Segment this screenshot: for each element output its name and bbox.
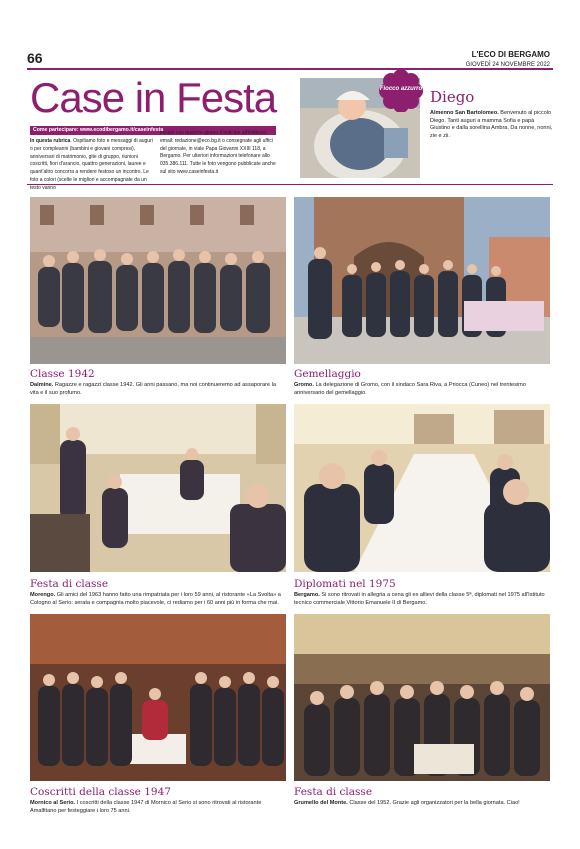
photo-gemellaggio [294,197,550,364]
caption-body: I coscritti della classe 1947 di Mornico al Serio si sono ritrovati al ristorante Amalfitano per festeggiare i loro 75 anni. [30,800,262,814]
howto-banner: Come partecipare: www.ecodibergamo.it/caseinfesta [30,126,276,135]
photo-diplomati-1975 [294,404,550,572]
photo-festa-grumello [294,614,550,781]
badge-label: Fiocco azzurro [379,86,423,92]
caption-place: Bergamo. [294,592,320,598]
caption-body: Ragazze e ragazzi classe 1942. Gli anni passano, ma noi continueremo ad assaporare la vita e il suo profumo. [30,382,276,396]
caption-title-diplomati-1975: Diplomati nel 1975 [294,578,396,590]
caption-body: Classe del 1952. Grazie agli organizzatori per la bella giornata. Ciao! [347,800,520,806]
caption-text-festa-morengo [30,592,286,607]
diego-place: Almenno San Bartolomeo. [430,110,499,116]
caption-text-classe-1942 [30,382,286,397]
caption-title-festa-grumello: Festa di classe [294,786,373,798]
caption-text-festa-grumello [294,800,550,808]
caption-body: La delegazione di Gromo, con il sindaco Sara Riva, a Priocca (Cuneo) nel trentesimo anniversario del gemellaggio. [294,382,526,396]
caption-body: Gli amici del 1963 hanno fatto una rimpatriata per i loro 59 anni, al ristorante «La Svolta» a Cologno al Serio: serata e compagnia molto piacevole, ci rediamo per i 60 anni più in forma che mai. [30,592,281,606]
header-rule [27,68,553,70]
caption-place: Dalmine. [30,382,54,388]
newspaper-name: L'ECO DI BERGAMO [471,50,550,59]
section-title: Case in Festa [30,74,277,121]
caption-place: Mornico al Serio. [30,800,76,806]
diego-caption [430,110,555,140]
diego-title: Diego [430,88,475,106]
caption-text-coscritti-1947 [30,800,286,815]
diego-text: Benvenuto al piccolo Diego. Tanti auguri a mamma Sofia e papà Giustino e dalla sorellina Ambra. Da nonne, nonni, zie e zii. [430,110,553,139]
caption-title-festa-morengo: Festa di classe [30,578,109,590]
caption-place: Grumello del Monte. [294,800,348,806]
intro-lead: In questa rubrica [30,138,71,144]
intro-text-1: . Ospitiamo foto e messaggi di auguri o per compleanni (bambini e giovani compresi), anniversari di matrimonio, gite di gruppo, riunioni coscritti, fiori d'arancio, quattro generazioni, lauree e quant'altro concorra a rendere festoso un incontro. Le foto a colori (scelte le migliori e accompagnate da un testo vanno [30,138,153,191]
caption-place: Morengo. [30,592,56,598]
caption-body: Si sono ritrovati in allegria a cena gli ex allievi della classe 5ª, diplomati nel 1975 all'Istituto tecnico commerciale Vittorio Emanuele II di Bergamo. [294,592,545,606]
caption-text-diplomati-1975 [294,592,550,607]
section-divider [27,184,553,185]
photo-festa-di-classe-morengo [30,404,286,572]
caption-title-gemellaggio: Gemellaggio [294,368,361,380]
issue-date: GIOVEDÌ 24 NOVEMBRE 2022 [465,62,550,68]
caption-place: Gromo. [294,382,314,388]
photo-coscritti-1947 [30,614,286,781]
caption-title-coscritti-1947: Coscritti della classe 1947 [30,786,171,798]
photo-classe-1942 [30,197,286,364]
newspaper-masthead [466,50,550,70]
fiocco-azzurro-badge [372,70,430,112]
intro-column-2: inviate con qualche giorno d'anticipo all'indirizzo email: redazione@eco.bg.it o consegnate agli uffici del giornale, in viale Papa Giovanni XXIII 118, a Bergamo. Per ulteriori informazioni telefonare allo 035.386.111. Tutte le foto vengono pubblicate anche sul sito www.caseinfesta.it [160,130,276,175]
caption-title-classe-1942: Classe 1942 [30,368,95,380]
page-number: 66 [27,50,43,66]
caption-text-gemellaggio [294,382,550,397]
